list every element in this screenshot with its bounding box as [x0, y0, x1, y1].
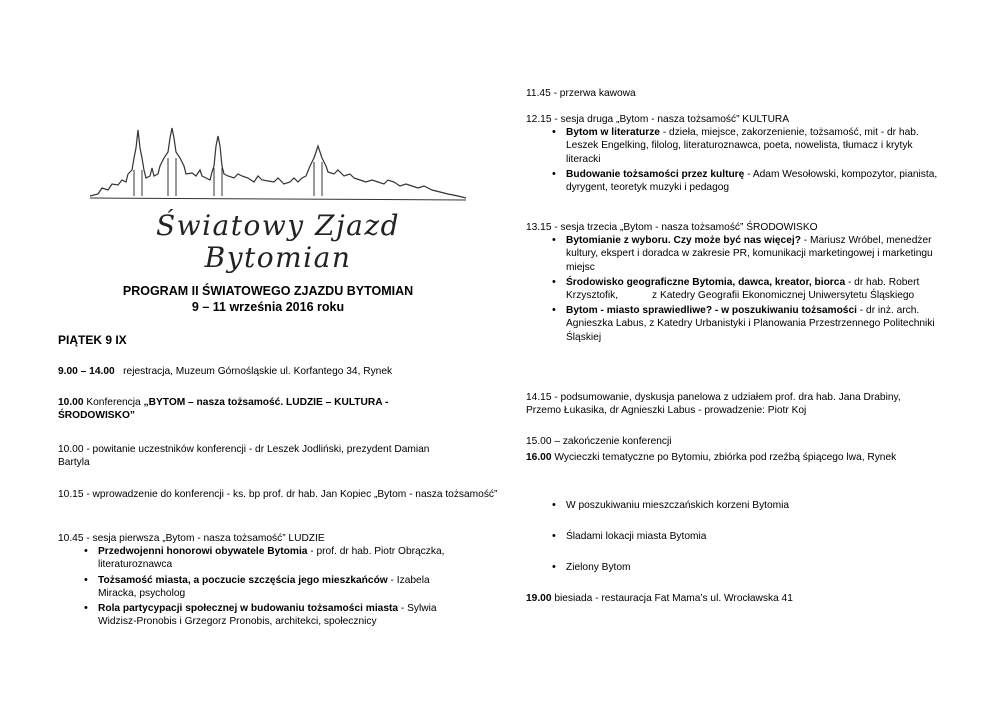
- list-item: • Przedwojenni honorowi obywatele Bytomia - prof. dr hab. Piotr Obrączka, literaturoznawca: [58, 545, 458, 571]
- program-title: [58, 283, 478, 315]
- dinner-time: 19.00: [526, 593, 552, 604]
- session-1-heading: 10.45 - sesja pierwsza „Bytom - nasza tożsamość” LUDZIE: [58, 533, 325, 544]
- session-3: [526, 221, 946, 344]
- session-2-heading: 12.15 - sesja druga „Bytom - nasza tożsamość” KULTURA: [526, 114, 790, 125]
- tours: [526, 450, 926, 466]
- list-item: • Tożsamość miasta, a poczucie szczęścia jego mieszkańców - Izabela Miracka, psycholog: [58, 574, 458, 600]
- logo-title: Światowy Zjazd Bytomian: [155, 209, 401, 274]
- list-item: • Zielony Bytom: [526, 561, 946, 574]
- introduction: 10.15 - wprowadzenie do konferencji - ks. bp prof. dr hab. Jan Kopiec „Bytom - nasza tożsamość”: [58, 489, 498, 500]
- tours-time: 16.00: [526, 452, 552, 463]
- registration-text: rejestracja, Muzeum Górnośląskie ul. Korfantego 34, Rynek: [114, 366, 393, 377]
- conference-time: 10.00: [58, 397, 84, 408]
- conference-end: 15.00 – zakończenie konferencji: [526, 436, 672, 447]
- list-item: • Bytomianie z wyboru. Czy może być nas więcej? - Mariusz Wróbel, menedżer kultury, ekspert i doradca w zakresie PR, komunikacji marketingowej i marketingu miejsc: [526, 234, 941, 274]
- list-item: • Śladami lokacji miasta Bytomia: [526, 530, 946, 543]
- list-item: • Budowanie tożsamości przez kulturę - Adam Wesołowski, kompozytor, pianista, dyrygent, teoretyk muzyki i pedagog: [526, 168, 942, 194]
- conference: [58, 396, 438, 422]
- list-item: • Bytom w literaturze - dzieła, miejsce, zakorzenienie, tożsamość, mit - dr hab. Leszek Engelking, filolog, literaturoznawca, poeta, nowelista, tłumacz i krytyk literacki: [526, 126, 942, 166]
- session-2: [526, 113, 946, 194]
- program-title-line1: PROGRAM II ŚWIATOWEGO ZJAZDU BYTOMIAN: [122, 284, 414, 298]
- registration: [58, 365, 508, 378]
- conference-title: „BYTOM – nasza tożsamość. LUDZIE – KULTURA - ŚRODOWISKO”: [58, 397, 389, 422]
- program-title-line2: 9 – 11 września 2016 roku: [191, 300, 345, 314]
- welcome: 10.00 - powitanie uczestników konferencji - dr Leszek Jodliński, prezydent Damian Bartyla: [58, 444, 430, 469]
- day-heading: PIĄTEK 9 IX: [58, 333, 127, 347]
- tours-text: Wycieczki tematyczne po Bytomiu, zbiórka pod rzeźbą śpiącego lwa, Rynek: [551, 452, 897, 463]
- skyline-icon: [88, 118, 468, 213]
- list-item: • Rola partycypacji społecznej w budowaniu tożsamości miasta - Sylwia Widzisz-Pronobis i Grzegorz Pronobis, architekci, społecznicy: [58, 602, 458, 628]
- dinner: [526, 592, 946, 605]
- list-item: • Środowisko geograficzne Bytomia, dawca, kreator, biorca - dr hab. Robert Krzysztofik, z Katedry Geografii Ekonomicznej Uniwersytetu Śląskiego: [526, 276, 941, 302]
- tours-list: [526, 499, 946, 593]
- coffee-break: 11.45 - przerwa kawowa: [526, 88, 636, 99]
- list-item: • W poszukiwaniu mieszczańskich korzeni Bytomia: [526, 499, 946, 512]
- conference-label: Konferencja: [83, 397, 144, 408]
- registration-time: 9.00 – 14.00: [58, 366, 115, 377]
- summary: 14.15 - podsumowanie, dyskusja panelowa z udziałem prof. dra hab. Jana Drabiny, Przemo Łukasika, dr Agnieszki Labus - prowadzenie: Piotr Koj: [526, 392, 901, 417]
- session-1: [58, 532, 508, 628]
- logo: [88, 118, 468, 274]
- dinner-text: biesiada - restauracja Fat Mama’s ul. Wrocławska 41: [551, 593, 793, 604]
- session-3-heading: 13.15 - sesja trzecia „Bytom - nasza tożsamość” ŚRODOWISKO: [526, 222, 818, 233]
- list-item: • Bytom - miasto sprawiedliwe? - w poszukiwaniu tożsamości - dr inż. arch. Agnieszka Labus, z Katedry Urbanistyki i Planowania Przestrzennego Politechniki Śląskiej: [526, 304, 941, 344]
